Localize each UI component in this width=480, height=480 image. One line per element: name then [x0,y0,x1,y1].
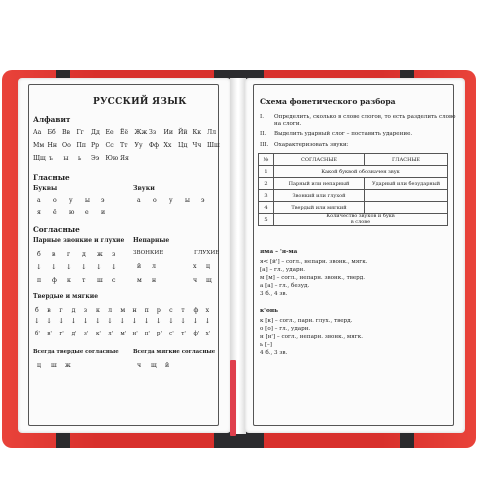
consonant-letter: т [82,277,86,284]
alphabet-letter: Лл [207,129,217,136]
alphabet-heading: Алфавит [33,115,71,124]
always-soft-letters [137,362,179,369]
down-arrow-icon: ↓ [131,317,138,325]
example-summary: 3 б., 4 зв. [260,291,288,297]
consonant-letter: з [112,251,116,258]
alphabet-letter: Тт [120,142,128,149]
example-line: о [о] – гл., ударн. [260,326,311,332]
table-cell-line: Количество звуков и букв [326,213,395,219]
consonant-letter: ф [193,307,199,314]
consonant-letter: н' [132,331,138,337]
consonant-letter: н [152,277,157,284]
vowel-letters-row-1 [37,197,117,204]
table-cell: 5 [259,214,274,226]
consonant-letter: п [37,277,42,284]
consonant-letter: д [71,307,76,314]
alphabet-letter: Фф [149,142,159,149]
example-line: к [к] – согл., парн. глух., тверд. [260,318,353,324]
phonetic-table [258,153,448,226]
consonant-letter: р [156,307,161,314]
left-page-frame [28,84,219,426]
consonant-letter: л [108,307,113,314]
vowel-sound: о [153,197,157,204]
example-line: н [н'] – согл., непарн. звонк., мягк. [260,334,363,340]
phonetic-scheme-title: Схема фонетического разбора [260,97,396,106]
table-cell: Звонкий или глухой [274,190,365,202]
table-cell [365,190,448,202]
alphabet-letter: Яя [120,155,129,162]
consonant-letter: в [47,307,51,314]
consonant-letter: т' [181,331,186,337]
bookmark-ribbon[interactable] [230,360,236,436]
consonant-letter: щ [151,362,157,369]
table-cell [365,202,448,214]
down-arrow-icon: ↓ [143,317,150,325]
consonant-letter: в' [47,331,52,337]
alphabet-letter: Бб [47,129,56,136]
alphabet-letter: ы [63,155,69,162]
table-cell: Парный или непарный [274,178,365,190]
step-text: Выделить ударный слог – поставить ударение. [274,131,413,137]
page-title: РУССКИЙ ЯЗЫК [93,97,187,107]
consonant-letter: п [144,307,149,314]
alphabet-letter: Оо [62,142,71,149]
vowel-letters-row-2 [37,209,117,216]
consonant-letter: с' [169,331,174,337]
paired-arrows [36,263,126,271]
vowel-sounds-label: Звуки [133,185,155,192]
vowel-letter: а [37,197,41,204]
table-header-row [259,154,448,166]
consonant-letter: к [95,307,100,314]
vowel-sounds-row [137,197,217,204]
table-header: № [259,154,274,166]
table-header: ГЛАСНЫЕ [365,154,448,166]
vowel-letters-label: Буквы [33,185,58,192]
consonant-letter: б' [35,331,40,337]
unpaired-consonants-label: Непарные [133,237,170,244]
right-page-frame [253,84,454,426]
vowel-sound: э [201,197,205,204]
consonant-letter: д' [71,331,77,337]
down-arrow-icon: ↓ [107,317,113,325]
vowel-letter: э [101,197,105,204]
example-word: яма – 'я-ма [260,249,298,255]
vowel-letter: е [85,209,89,216]
vowel-letter: ю [69,209,75,216]
consonant-letter: р' [156,331,162,337]
consonant-letter: ш [97,277,103,284]
alphabet-row-3 [33,155,135,162]
table-cell: 4 [259,202,274,214]
alphabet-letter: Кк [192,129,202,136]
down-arrow-icon: ↓ [66,263,72,271]
down-arrow-icon: ↓ [81,263,87,271]
alphabet-letter: Уу [134,142,143,149]
down-arrow-icon: ↓ [46,317,53,325]
consonant-letter: в [52,251,56,258]
consonant-letter: ф' [193,331,200,337]
vowel-letter: о [53,197,57,204]
vowel-sound: ы [185,197,190,204]
example-line: м [м] – согл., непарн. звонк., тверд. [260,275,365,281]
consonant-letter: х [205,307,210,314]
hard-soft-arrows [34,317,215,325]
soft-consonants-row [35,331,216,337]
table-row [259,202,448,214]
step-number: I. [260,114,264,120]
right-page [245,78,465,433]
table-row [259,166,448,178]
consonant-letter: с [112,277,116,284]
consonant-letter: ш [51,362,57,369]
consonant-letter: л [152,263,156,270]
alphabet-letter: Вв [62,129,71,136]
consonant-letter: м [137,277,142,284]
alphabet-letter: ъ [49,155,53,162]
paired-consonants-label: Парные звонкие и глухие [33,237,125,244]
consonant-letter: б [35,307,39,314]
step-number: II. [260,131,267,137]
left-page [18,78,231,433]
table-cell: Ударный или безударный [365,178,448,190]
consonant-letter: с [169,307,173,314]
example-line: а [а] – гл., безуд. [260,283,310,289]
example-line: я< [й'] – согл., непарн. звонк., мягк. [260,259,368,265]
example-line: [а] – гл., ударн. [260,267,306,273]
vowel-letter: ы [85,197,90,204]
alphabet-letter: Ее [105,129,114,136]
vowel-sound: у [169,197,173,204]
alphabet-letter: Юю [105,155,119,162]
step-text: на слоги. [274,121,302,127]
table-cell [274,214,448,226]
alphabet-letter: Ии [163,129,174,136]
table-cell: Твердый или мягкий [274,202,365,214]
vowels-heading: Гласные [33,173,70,182]
vowel-sound: а [137,197,141,204]
table-row [259,190,448,202]
consonant-letter: п' [144,331,150,337]
alphabet-row-1 [33,129,219,136]
alphabet-letter: Гг [76,129,84,136]
hard-soft-heading: Твердые и мягкие [33,293,99,300]
down-arrow-icon: ↓ [204,317,211,325]
consonant-letter: ф [52,277,57,284]
consonant-letter: й [165,362,170,369]
consonant-letter: б [37,251,41,258]
down-arrow-icon: ↓ [111,263,117,271]
step-number: III. [260,142,269,148]
down-arrow-icon: ↓ [51,263,57,271]
alphabet-letter: Цц [178,142,188,149]
voiced-paired-row [37,251,127,258]
alphabet-letter: Нн [47,142,58,149]
table-row [259,178,448,190]
table-cell: 1 [259,166,274,178]
down-arrow-icon: ↓ [180,317,187,325]
consonant-letter: т [181,307,185,314]
consonant-letter: ж [65,362,71,369]
unpaired-voiceless-row-2 [193,277,219,284]
voiced-label: ЗВОНКИЕ [133,250,164,256]
always-hard-letters [37,362,79,369]
consonant-letter: з' [83,331,89,337]
consonant-letter: д [82,251,86,258]
consonant-letter: ц [206,263,210,270]
consonant-letter: л' [108,331,114,337]
voiceless-paired-row [37,277,127,284]
vowel-letter: у [69,197,73,204]
alphabet-letter: Чч [192,142,202,149]
down-arrow-icon: ↓ [58,317,65,325]
consonant-letter: г [59,307,63,314]
alphabet-letter: Сс [105,142,114,149]
consonant-letter: ж [97,251,103,258]
alphabet-letter: Рр [91,142,100,149]
consonant-letter: г [67,251,71,258]
alphabet-letter: Ээ [91,155,100,162]
consonant-letter: ч [193,277,198,284]
hard-consonants-row [35,307,216,314]
alphabet-letter: Зз [149,129,157,136]
down-arrow-icon: ↓ [94,317,101,325]
consonant-letter: г' [59,331,64,337]
down-arrow-icon: ↓ [119,317,126,325]
consonant-letter: ч [137,362,142,369]
consonants-heading: Согласные [33,225,80,234]
example-word: к'онь [260,308,279,314]
voiceless-label: ГЛУХИЕ [194,250,220,256]
table-cell: 3 [259,190,274,202]
down-arrow-icon: ↓ [34,317,40,325]
down-arrow-icon: ↓ [36,263,42,271]
consonant-letter: к' [95,331,101,337]
alphabet-letter: Дд [91,129,100,136]
consonant-letter: й [137,263,142,270]
always-hard-heading: Всегда твердые согласные [33,349,119,355]
consonant-letter: м [120,307,126,314]
alphabet-row-2 [33,142,219,149]
table-header: СОГЛАСНЫЕ [274,154,365,166]
table-cell-line: в слове [350,218,371,225]
always-soft-heading: Всегда мягкие согласные [133,349,216,355]
example-summary: 4 б., 3 зв. [260,350,288,356]
alphabet-letter: Шш [207,142,220,149]
down-arrow-icon: ↓ [192,317,199,325]
example-line: ь [–] [260,342,272,348]
vowel-letter: ё [53,209,57,216]
unpaired-voiceless-row-1 [193,263,219,270]
table-row [259,214,448,226]
alphabet-letter: Мм [33,142,45,149]
step-text: Определить, сколько в слове слогов, то есть разделить слово [274,114,456,120]
vowel-letter: я [37,209,41,216]
consonant-letter: з [83,307,88,314]
down-arrow-icon: ↓ [155,317,162,325]
consonant-letter: ц [37,362,41,369]
table-cell: 2 [259,178,274,190]
consonant-letter: к [67,277,71,284]
consonant-letter: м' [120,331,127,337]
consonant-letter: х' [205,331,211,337]
consonant-letter: н [132,307,137,314]
alphabet-letter: Жж [134,129,148,136]
alphabet-letter: Йй [178,129,188,136]
alphabet-letter: Щщ [33,155,46,162]
unpaired-voiced-row-1 [137,263,167,270]
vowel-letter: и [101,209,106,216]
alphabet-letter: Аа [33,129,42,136]
table-cell: Какой буквой обозначен звук [274,166,448,178]
alphabet-letter: Пп [76,142,87,149]
alphabet-letter: ь [78,155,82,162]
down-arrow-icon: ↓ [82,317,89,325]
alphabet-letter: Ёё [120,129,129,136]
consonant-letter: щ [206,277,212,284]
down-arrow-icon: ↓ [70,317,77,325]
unpaired-voiced-row-2 [137,277,167,284]
step-text: Охарактеризовать звуки: [274,142,349,148]
down-arrow-icon: ↓ [168,317,174,325]
alphabet-letter: Хх [163,142,172,149]
consonant-letter: х [193,263,197,270]
down-arrow-icon: ↓ [96,263,102,271]
